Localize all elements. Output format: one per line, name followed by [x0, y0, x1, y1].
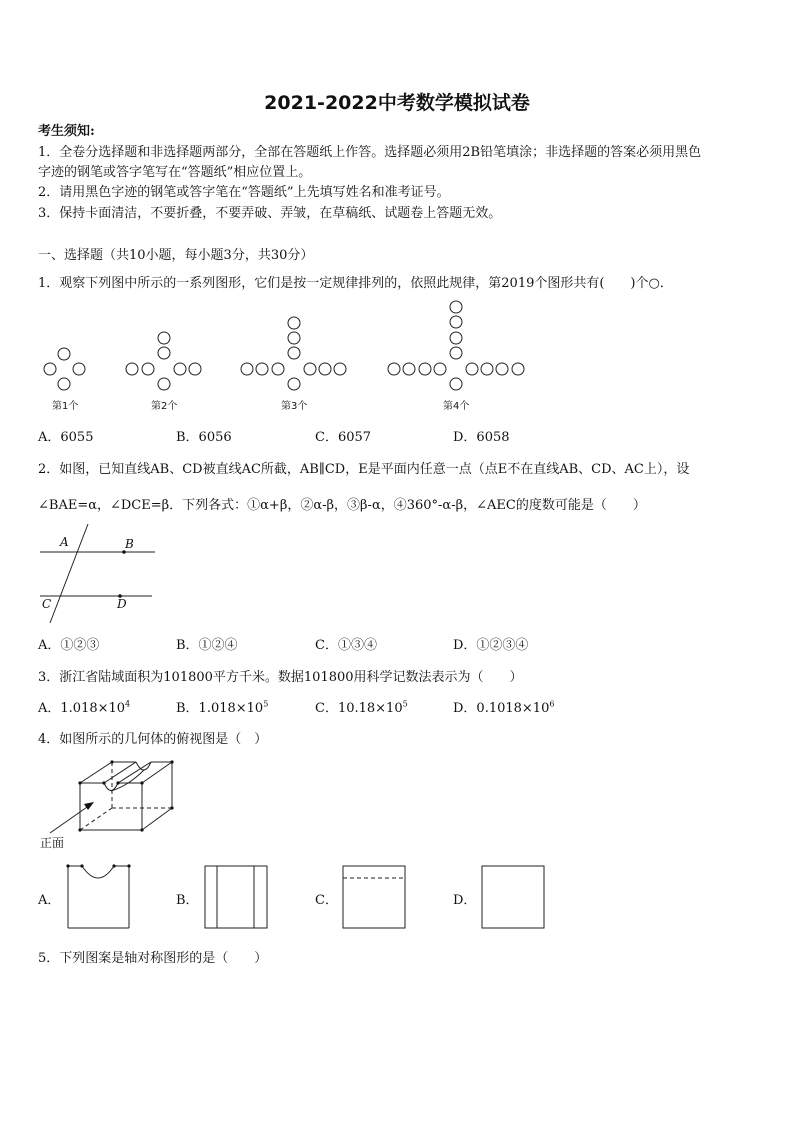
- question-1-stem: 1．观察下列图中所示的一系列图形，它们是按一定规律排列的，依照此规律，第2019个图形共有( )个○．: [38, 276, 673, 291]
- q2-option-c[interactable]: C．①③④: [315, 638, 377, 653]
- q3-option-b-exp: 5: [263, 699, 269, 709]
- point-label-a: A: [60, 535, 69, 549]
- pattern-label-2: 第2个: [151, 401, 178, 412]
- q2-option-b[interactable]: B．①②④: [176, 638, 238, 653]
- q3-option-c-text: C．10.18×10: [315, 701, 403, 716]
- notice-line-1: 1．全卷分选择题和非选择题两部分，全部在答题纸上作答。选择题必须用2B铅笔填涂；非选择题的答案必须用黑色: [38, 145, 702, 160]
- q2-option-d[interactable]: D．①②③④: [453, 638, 529, 653]
- point-label-d: D: [117, 597, 127, 611]
- q3-option-a-exp: 4: [125, 699, 131, 709]
- page-title: 2021-2022中考数学模拟试卷: [264, 92, 530, 114]
- notice-heading: 考生须知:: [38, 124, 95, 139]
- q4-option-a[interactable]: A．: [38, 893, 61, 908]
- q1-option-b[interactable]: B．6056: [176, 430, 232, 445]
- q3-option-d-exp: 6: [549, 699, 555, 709]
- question-5-stem: 5．下列图案是轴对称图形的是（ ）: [38, 951, 268, 966]
- q1-option-d[interactable]: D．6058: [453, 430, 510, 445]
- q3-option-b-text: B．1.018×10: [176, 701, 264, 716]
- q1-option-a[interactable]: A．6055: [38, 430, 94, 445]
- option-a-shape: [66, 864, 130, 928]
- front-label: 正面: [40, 836, 65, 850]
- q3-option-d-text: D．0.1018×10: [453, 701, 550, 716]
- notice-line-4: 3．保持卡面清洁，不要折叠，不要弄破、弄皱，在草稿纸、试题卷上答题无效。: [38, 206, 502, 221]
- q4-option-c[interactable]: C．: [315, 893, 338, 908]
- notice-line-3: 2．请用黑色字迹的钢笔或答字笔在“答题纸”上先填写姓名和准考证号。: [38, 185, 450, 200]
- q2-option-a[interactable]: A．①②③: [38, 638, 100, 653]
- notice-line-2: 字迹的钢笔或答字笔写在“答题纸”相应位置上。: [38, 165, 312, 180]
- point-label-c: C: [42, 597, 52, 611]
- q1-option-c[interactable]: C．6057: [315, 430, 372, 445]
- solid-top: [80, 762, 172, 791]
- pattern-label-1: 第1个: [52, 401, 79, 412]
- q4-option-b[interactable]: B．: [176, 893, 199, 908]
- point-label-b: B: [125, 537, 134, 551]
- section-heading: 一、选择题（共10小题，每小题3分，共30分）: [38, 248, 314, 263]
- front-arrow: [50, 802, 94, 833]
- q3-option-a-text: A．1.018×10: [38, 701, 126, 716]
- question-3-stem: 3．浙江省陆域面积为101800平方千米。数据101800用科学记数法表示为（ ）: [38, 670, 523, 685]
- question-2-stem-line-1: 2．如图，已知直线AB、CD被直线AC所截，AB∥CD，E是平面内任意一点（点E不在直线AB、CD、AC上），设: [38, 462, 690, 477]
- pattern-label-4: 第4个: [443, 401, 470, 412]
- option-d-shape: [482, 866, 544, 928]
- option-b-shape: [205, 866, 267, 928]
- pattern-label-3: 第3个: [281, 401, 308, 412]
- q4-option-d[interactable]: D．: [453, 893, 477, 908]
- question-4-stem: 4．如图所示的几何体的俯视图是（ ）: [38, 732, 268, 747]
- q3-option-c-exp: 5: [402, 699, 408, 709]
- option-c-shape: [343, 866, 405, 928]
- question-2-stem-line-2: ∠BAE=α，∠DCE=β．下列各式：①α+β，②α-β，③β-α，④360°-α-β，∠AEC的度数可能是（ ）: [38, 498, 646, 513]
